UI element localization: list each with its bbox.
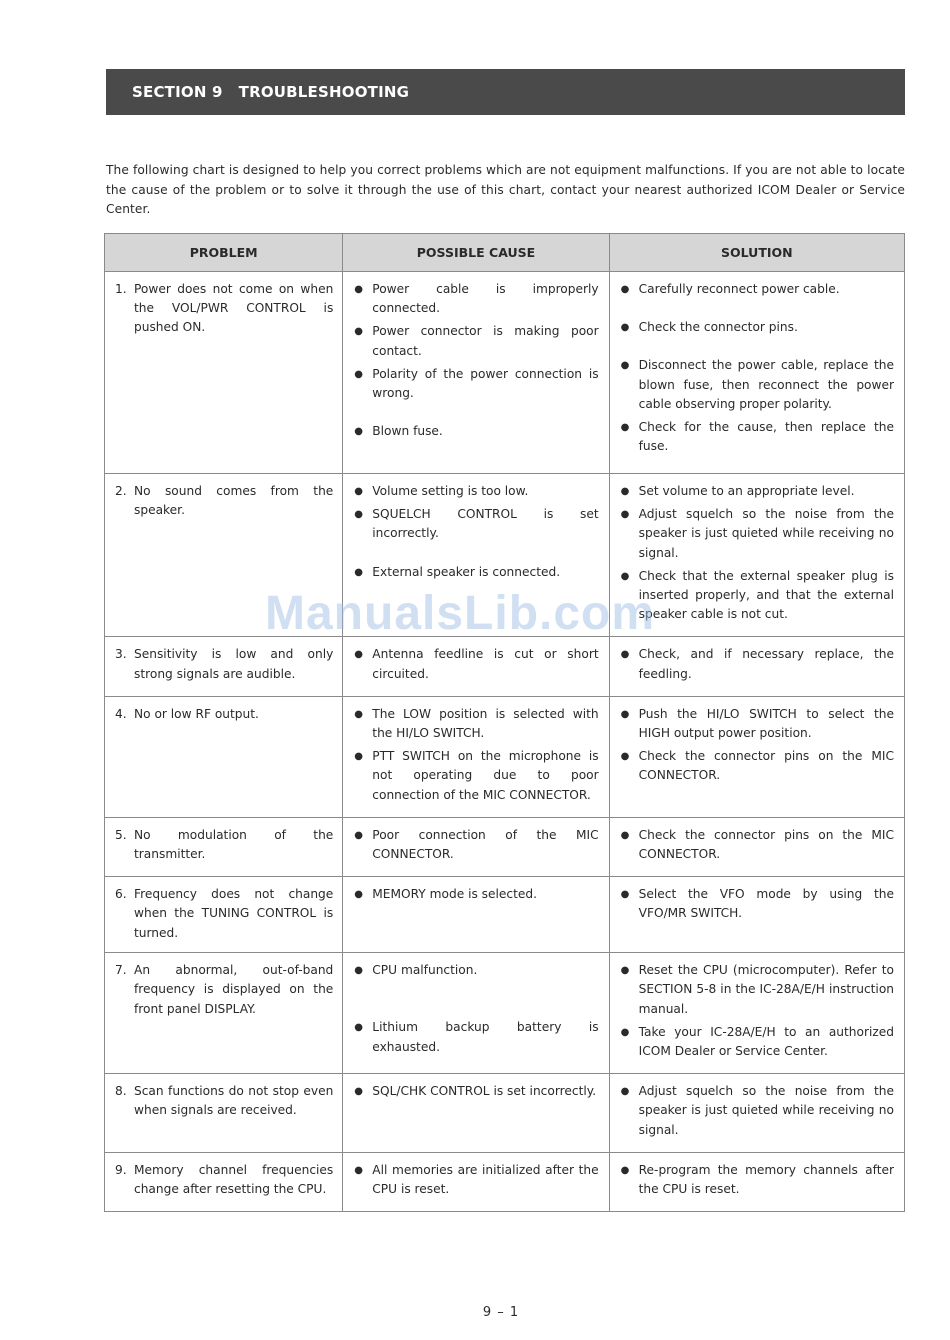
problem-text: No sound comes from the speaker. [134,484,334,518]
bullet-icon: ● [620,486,630,497]
bullet-icon: ● [354,326,364,338]
solution-item: ● Take your IC-28A/E/H to an authorized ICOM Dealer or Service Center. [620,1023,894,1061]
solution-item: ● Check, and if necessary replace, the feedling. [620,645,894,683]
bullet-icon: ● [620,1026,630,1038]
table-header-row [105,234,905,272]
bullet-icon: ● [354,649,364,661]
solution-item: ● Check that the external speaker plug is inserted properly, and that the external speaker cable is not cut. [620,567,894,625]
problem-number: 6. [115,887,127,902]
bullet-icon: ● [354,368,364,380]
column-header-cause: POSSIBLE CAUSE [343,234,609,272]
cause-item: ● Antenna feedline is cut or short circuited. [353,645,598,683]
page-number [0,1305,950,1320]
solution-item: ● Adjust squelch so the noise from the speaker is just quieted while receiving no signal. [620,1082,894,1140]
cause-item: ● Blown fuse. [353,422,598,441]
cause-cell [343,272,609,474]
problem-text: No modulation of the transmitter. [134,827,334,862]
troubleshooting-table [104,233,905,1212]
bullet-icon: ● [354,889,364,901]
bullet-icon: ● [620,1086,630,1098]
problem-cell [105,1074,343,1153]
cause-cell [343,637,609,696]
cause-cell [343,696,609,817]
cause-item: ● The LOW position is selected with the HI/LO SWITCH. [353,705,598,743]
table-row [105,1074,905,1153]
solution-item: ● Re-program the memory channels after the CPU is reset. [620,1161,894,1199]
bullet-icon: ● [620,284,630,295]
problem-text: An abnormal, out-of-band frequency is displayed on the front panel DISPLAY. [134,963,334,1016]
bullet-icon: ● [354,509,364,521]
bullet-icon: ● [620,751,630,763]
solution-item: ● Check the connector pins on the MIC CONNECTOR. [620,826,894,864]
cause-cell [343,953,609,1074]
problem-cell [105,817,343,876]
problem-cell [105,877,343,953]
solution-cell [609,272,904,474]
bullet-icon: ● [620,509,630,521]
bullet-icon: ● [354,486,364,497]
solution-cell [609,696,904,817]
cause-cell [343,877,609,953]
bullet-icon: ● [354,1164,364,1176]
bullet-icon: ● [620,322,630,334]
table-row [105,637,905,696]
bullet-icon: ● [354,829,364,841]
table-row [105,696,905,817]
problem-text: No or low RF output. [134,706,259,721]
problem-text: Power does not come on when the VOL/PWR CONTROL is pushed ON. [134,282,334,335]
bullet-icon: ● [620,1164,630,1176]
problem-number: 7. [115,963,127,978]
column-header-problem: PROBLEM [105,234,343,272]
cause-item: ● Volume setting is too low. [353,482,598,501]
cause-item: ● Poor connection of the MIC CONNECTOR. [353,826,598,864]
problem-cell [105,696,343,817]
solution-item: ● Check the connector pins on the MIC CONNECTOR. [620,747,894,785]
problem-number: 1. [115,282,127,296]
bullet-icon: ● [620,360,630,372]
cause-item: ● SQUELCH CONTROL is set incorrectly. [353,505,598,543]
solution-item: ● Carefully reconnect power cable. [620,280,894,299]
problem-text: Memory channel frequencies change after resetting the CPU. [134,1162,334,1197]
column-header-solution: SOLUTION [609,234,904,272]
problem-number: 5. [115,827,127,842]
bullet-icon: ● [354,708,364,720]
solution-cell [609,1074,904,1153]
problem-number: 9. [115,1162,127,1177]
cause-item: ● CPU malfunction. [353,961,598,980]
solution-item: ● Reset the CPU (microcomputer). Refer to SECTION 5-8 in the IC-28A/E/H instruction manual. [620,961,894,1019]
watermark: ManualsLib.com [265,587,656,640]
cause-item: ● Power connector is making poor contact. [353,322,598,360]
bullet-icon: ● [620,829,630,841]
bullet-icon: ● [620,708,630,720]
section-header [106,69,905,115]
bullet-icon: ● [620,570,630,582]
cause-item: ● Power cable is improperly connected. [353,280,598,318]
bullet-icon: ● [620,649,630,661]
solution-cell [609,877,904,953]
cause-item: ● External speaker is connected. [353,563,598,582]
cause-item: ● Lithium backup battery is exhausted. [353,1018,598,1056]
bullet-icon: ● [354,1086,364,1098]
section-title: TROUBLESHOOTING [238,83,410,101]
cause-cell [343,474,609,637]
problem-cell [105,637,343,696]
section-label: SECTION 9 [132,83,223,101]
table-row [105,1152,905,1211]
bullet-icon: ● [354,1022,364,1034]
intro-paragraph: The following chart is designed to help you correct problems which are not equipment malfunctions. If you are not able to locate the cause of the problem or to solve it through the use of this chart, contact your nearest authorized ICOM Dealer or Service Center. [106,163,905,216]
table-row [105,817,905,876]
problem-number: 8. [115,1084,127,1099]
table-row [105,272,905,474]
solution-item: ● Check for the cause, then replace the fuse. [620,418,894,456]
problem-cell [105,1152,343,1211]
page-number-text: 9 – 1 [482,1305,520,1320]
cause-cell [343,1074,609,1153]
solution-cell [609,953,904,1074]
problem-number: 2. [115,484,127,498]
problem-cell [105,953,343,1074]
cause-item: ● SQL/CHK CONTROL is set incorrectly. [353,1082,598,1101]
bullet-icon: ● [354,566,364,578]
cause-item: ● PTT SWITCH on the microphone is not operating due to poor connection of the MIC CONNECTOR. [353,747,598,805]
solution-item: ● Set volume to an appropriate level. [620,482,894,501]
solution-cell [609,637,904,696]
problem-number: 4. [115,706,127,721]
solution-item: ● Check the connector pins. [620,318,894,337]
solution-item: ● Push the HI/LO SWITCH to select the HIGH output power position. [620,705,894,743]
cause-cell [343,1152,609,1211]
bullet-icon: ● [620,889,630,901]
problem-number: 3. [115,647,127,662]
solution-item: ● Disconnect the power cable, replace the blown fuse, then reconnect the power cable observing proper polarity. [620,356,894,414]
solution-item: ● Select the VFO mode by using the VFO/MR SWITCH. [620,885,894,923]
problem-text: Sensitivity is low and only strong signals are audible. [134,647,334,681]
problem-text: Frequency does not change when the TUNING CONTROL is turned. [134,887,334,940]
cause-cell [343,817,609,876]
bullet-icon: ● [354,965,364,977]
problem-cell [105,272,343,474]
solution-cell [609,817,904,876]
bullet-icon: ● [354,426,364,438]
bullet-icon: ● [620,422,630,434]
solution-cell [609,1152,904,1211]
problem-cell [105,474,343,637]
cause-item: ● Polarity of the power connection is wrong. [353,365,598,403]
table-row [105,953,905,1074]
table-row [105,877,905,953]
cause-item: ● MEMORY mode is selected. [353,885,598,904]
bullet-icon: ● [354,751,364,763]
solution-item: ● Adjust squelch so the noise from the speaker is just quieted while receiving no signal. [620,505,894,563]
solution-cell [609,474,904,637]
table-row [105,474,905,637]
problem-text: Scan functions do not stop even when signals are received. [134,1084,334,1118]
cause-item: ● All memories are initialized after the CPU is reset. [353,1161,598,1199]
bullet-icon: ● [354,284,364,295]
bullet-icon: ● [620,965,630,977]
